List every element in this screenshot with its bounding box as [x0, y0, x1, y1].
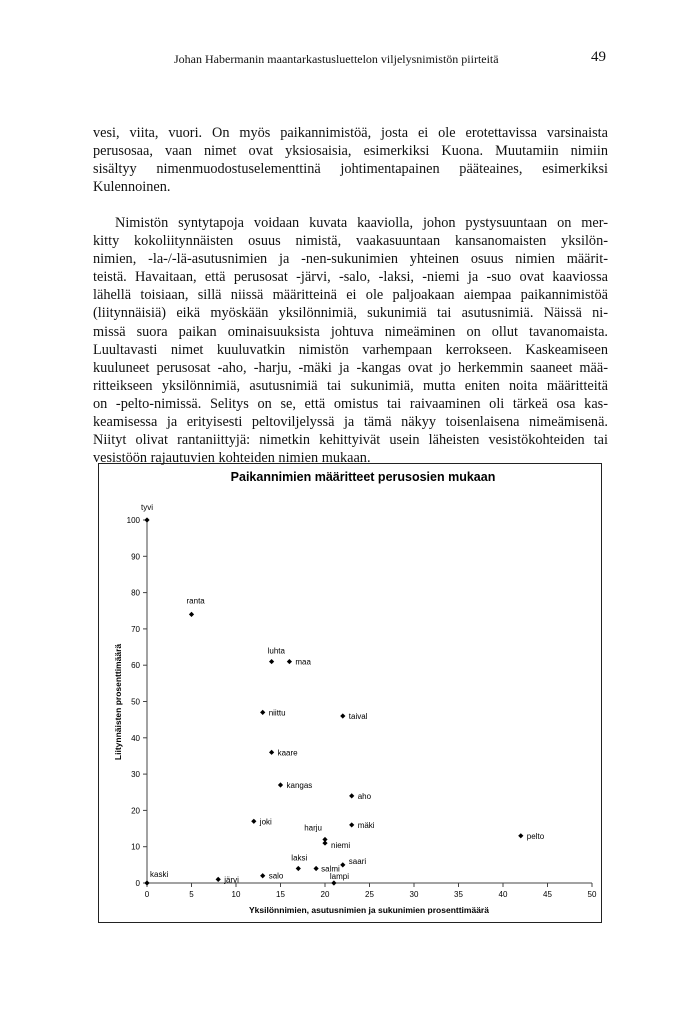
text-line: sisältyy nimenmuodostuselementtinä johtimentapainen pääteaines, esimerkiksi — [93, 161, 608, 178]
x-tick-label: 25 — [365, 890, 374, 899]
text-line: Luultavasti nimet kuuluvatkin nimistön varhempaan kerrokseen. Kaskeamiseen — [93, 341, 608, 358]
data-point-marker — [518, 833, 523, 838]
data-point-marker — [314, 866, 319, 871]
x-axis-label: Yksilönnimien, asutusnimien ja sukunimien prosenttimäärä — [249, 905, 489, 915]
scatter-chart-figure — [98, 463, 602, 923]
text-line: teistä. Havaitaan, että perusosat -järvi, -salo, -laksi, -niemi ja -suo ovat kaaviossa — [93, 269, 608, 286]
data-point-marker — [331, 880, 336, 885]
data-point-marker — [340, 862, 345, 867]
data-point-label: niittu — [268, 708, 286, 718]
text-line: lähellä toisiaan, sillä niissä määritteinä ei ole paljoakaan aiempaa paikannimistöä — [93, 287, 608, 304]
x-tick-label: 30 — [409, 890, 419, 899]
data-point-label: ranta — [186, 596, 205, 606]
data-point-marker — [189, 612, 194, 617]
text-line: vesistöön rajautuvien kohteiden nimien mukaan. — [93, 450, 371, 467]
data-point-label: taival — [348, 712, 368, 722]
data-point-marker — [251, 819, 256, 824]
text-line: on -pelto-nimissä. Selitys on se, että omistus tai raivaaminen oli tärkeä osa kas- — [93, 395, 608, 412]
y-tick-label: 70 — [131, 624, 140, 634]
y-tick-label: 100 — [126, 516, 140, 525]
text-line: keamisessa ja erityisesti peltoviljelyssä ja tämä näkyy toisenlaisena nimeämisenä. — [93, 414, 608, 431]
data-point-marker — [269, 659, 274, 664]
x-tick-label: 35 — [454, 890, 463, 899]
data-point-label: kaski — [150, 870, 169, 879]
data-point-label: salmi — [321, 864, 340, 874]
y-tick-label: 40 — [131, 733, 140, 743]
x-tick-label: 40 — [498, 890, 508, 899]
text-line: Nimistön syntytapoja voidaan kuvata kaaviolla, johon pystysuuntaan on mer- — [115, 215, 608, 231]
data-point-label: kaare — [277, 748, 298, 758]
running-head: Johan Habermanin maantarkastusluettelon viljelysnimistön piirteitä — [174, 52, 499, 66]
text-line: nimien, -la-/-lä-asutusnimien ja -nen-sukunimien yhteinen osuus nimien määrit- — [93, 251, 608, 268]
y-tick-label: 10 — [131, 842, 140, 852]
paragraph-2 — [93, 214, 608, 467]
y-tick-label: 20 — [131, 806, 140, 816]
data-point-label: maa — [295, 657, 311, 667]
text-line: (liitynnäisiä) eikä myöskään yksilönnimiä, sukunimiä tai asutusnimiä. Näissä ni- — [93, 305, 608, 322]
x-tick-label: 5 — [189, 890, 194, 899]
data-point-marker — [260, 873, 265, 878]
y-tick-label: 0 — [135, 879, 140, 888]
chart-title: Paikannimien määritteet perusosien mukaan — [230, 470, 496, 484]
page-number: 49 — [591, 49, 606, 65]
data-point-marker — [144, 880, 149, 885]
data-point-marker — [349, 822, 354, 827]
text-line: missä suora paikan ominaisuuksista johtuva nimeäminen on ollut tavanomaista. — [93, 323, 608, 340]
x-tick-label: 50 — [587, 890, 597, 899]
y-tick-label: 30 — [131, 770, 140, 780]
data-point-label: järvi — [224, 875, 239, 885]
data-point-label: niemi — [331, 841, 351, 851]
data-point-marker — [260, 710, 265, 715]
data-point-marker — [287, 659, 292, 664]
data-point-marker — [322, 840, 327, 845]
data-point-label: salo — [268, 871, 284, 881]
text-line: ritteikseen yksilönnimiä, asutusnimiä tai sukunimiä, mutta eniten noita määritteitä — [93, 377, 608, 394]
y-tick-label: 50 — [131, 697, 140, 707]
data-point-label: kangas — [286, 780, 313, 790]
data-point-label: saari — [348, 856, 367, 866]
x-tick-label: 15 — [276, 890, 285, 899]
data-point-marker — [269, 750, 274, 755]
data-point-label: aho — [357, 791, 372, 801]
data-point-label: harju — [304, 823, 322, 833]
data-point-label: mäki — [357, 820, 375, 830]
data-point-label: luhta — [267, 646, 285, 656]
x-tick-label: 10 — [231, 890, 241, 899]
data-point-label: laksi — [291, 853, 308, 863]
text-line: kitty kokoliitynnäisten osuus nimistä, vaakasuuntaan kansanomaisten yksilön- — [93, 233, 608, 250]
text-line: kuuluneet perusosat -aho, -harju, -mäki ja -kangas ovat jo herkemmin saaneet mää- — [93, 359, 608, 376]
text-line: Kulennoinen. — [93, 179, 171, 196]
data-point-label: tyvi — [141, 503, 153, 512]
scatter-chart — [99, 464, 601, 922]
text-line: Niityt olivat rantaniittyjä: nimetkin kehittyivät usein läheisten vesistökohteiden tai — [93, 432, 608, 449]
x-tick-label: 20 — [320, 890, 330, 899]
data-point-label: lampi — [329, 872, 350, 881]
data-point-marker — [349, 793, 354, 798]
data-point-label: joki — [259, 817, 272, 827]
y-axis-label: Liitynnäisten prosenttimäärä — [113, 643, 123, 761]
y-tick-label: 80 — [131, 588, 140, 598]
text-line: perusosaa, vaan nimet ovat yksiosaisia, esimerkiksi Kuona. Muutamiin nimiin — [93, 143, 608, 160]
y-tick-label: 90 — [131, 552, 140, 562]
data-point-marker — [216, 877, 221, 882]
data-point-marker — [278, 782, 283, 787]
x-tick-label: 0 — [144, 890, 150, 899]
data-point-marker — [144, 517, 149, 522]
x-tick-label: 45 — [543, 890, 552, 899]
data-point-label: pelto — [526, 831, 545, 841]
data-point-marker — [296, 866, 301, 871]
y-tick-label: 60 — [131, 661, 140, 671]
text-line: vesi, viita, vuori. On myös paikannimistöä, josta ei ole erotettavissa varsinaista — [93, 125, 608, 141]
data-point-marker — [340, 713, 345, 718]
paragraph-1 — [93, 124, 608, 196]
